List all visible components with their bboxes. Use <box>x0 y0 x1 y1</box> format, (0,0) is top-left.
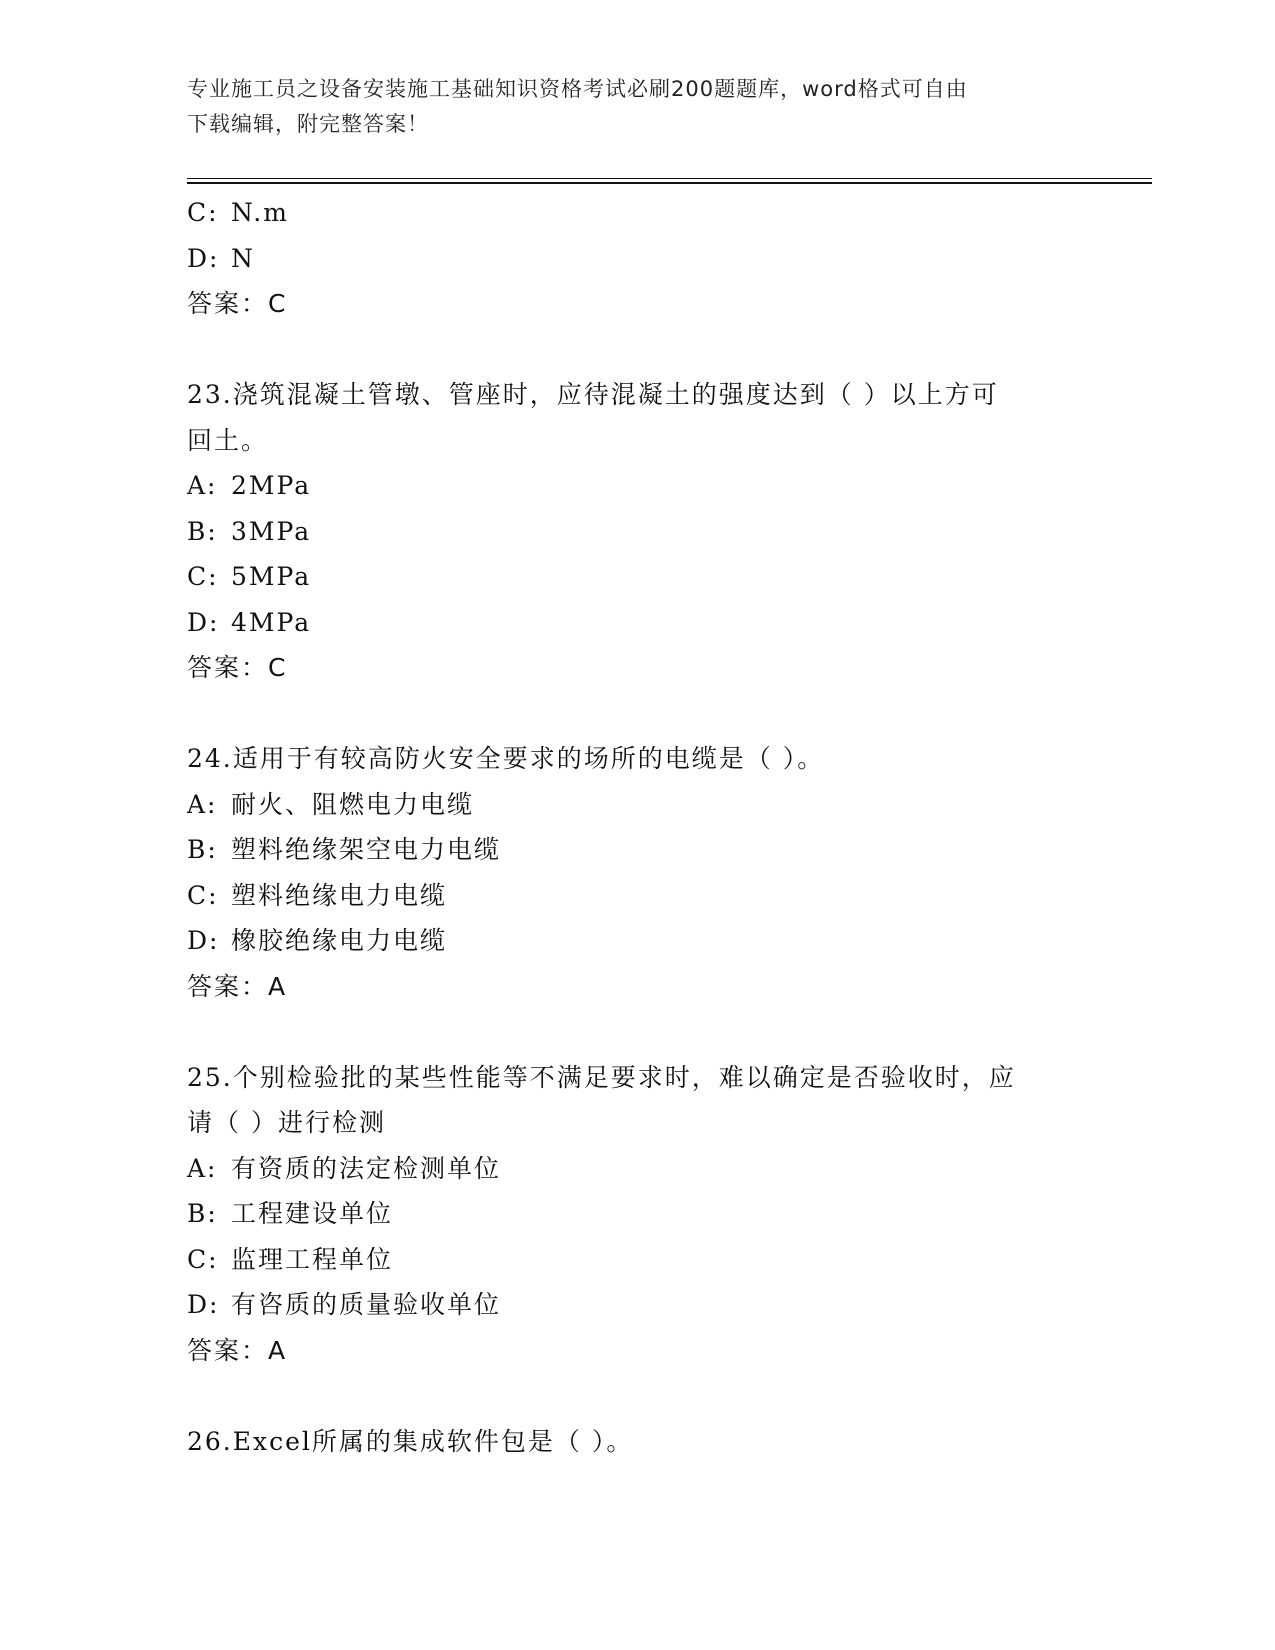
option-letter: D: <box>187 607 220 637</box>
option-text: 4MPa <box>231 607 312 637</box>
option-letter: B: <box>187 516 218 546</box>
option-line <box>187 509 1147 555</box>
question-stem: 请（ ）进行检测 <box>187 1108 386 1137</box>
option-letter: B: <box>187 835 218 864</box>
option-line <box>187 463 1147 509</box>
option-line <box>187 600 1147 646</box>
option-line <box>187 1237 1147 1283</box>
question-list <box>187 190 1147 1464</box>
option-text: 有资质的法定检测单位 <box>231 1153 502 1183</box>
answer-line: 答案：A <box>187 1335 288 1365</box>
question-stem: 24.适用于有较高防火安全要求的场所的电缆是（ ）。 <box>187 744 825 773</box>
option-line <box>187 1146 1147 1192</box>
option-text: 有咨质的质量验收单位 <box>231 1290 502 1319</box>
option-text: 监理工程单位 <box>231 1244 394 1274</box>
header-line-2: 下载编辑，附完整答案！ <box>187 112 429 136</box>
question-stem: 25.个别检验批的某些性能等不满足要求时，难以确定是否验收时，应 <box>187 1062 1016 1092</box>
option-text: 3MPa <box>231 516 312 546</box>
question-stem: 回土。 <box>187 425 269 455</box>
option-text: 橡胶绝缘电力电缆 <box>231 926 448 955</box>
option-letter: B: <box>187 1199 218 1228</box>
spacer <box>187 691 1147 737</box>
spacer <box>187 1009 1147 1055</box>
option-letter: C: <box>187 198 219 227</box>
option-text: 工程建设单位 <box>231 1199 394 1228</box>
option-line <box>187 873 1147 919</box>
option-letter: A: <box>187 471 218 500</box>
option-text: 耐火、阻燃电力电缆 <box>231 789 475 819</box>
header-rule-thick <box>187 182 1152 184</box>
answer-line: 答案：A <box>187 971 288 1001</box>
option-text: N.m <box>231 198 289 227</box>
option-letter: A: <box>187 789 218 819</box>
option-text: N <box>231 243 255 273</box>
spacer <box>187 327 1147 373</box>
option-letter: A: <box>187 1153 218 1183</box>
page-header <box>187 72 1087 142</box>
question-stem: 23.浇筑混凝土管墩、管座时，应待混凝土的强度达到（ ）以上方可 <box>187 380 999 409</box>
answer-line: 答案：C <box>187 289 288 318</box>
spacer <box>187 1373 1147 1419</box>
question-stem: 26.Excel所属的集成软件包是（ ）。 <box>187 1426 634 1456</box>
option-text: 2MPa <box>231 471 312 500</box>
option-text: 塑料绝缘电力电缆 <box>231 880 448 910</box>
option-line <box>187 554 1147 600</box>
option-letter: C: <box>187 880 219 910</box>
option-letter: D: <box>187 1290 220 1319</box>
option-letter: C: <box>187 1244 219 1274</box>
header-line-1: 专业施工员之设备安装施工基础知识资格考试必刷200题题库，word格式可自由 <box>187 77 968 101</box>
option-line <box>187 1191 1147 1237</box>
option-line <box>187 918 1147 964</box>
option-line <box>187 827 1147 873</box>
option-letter: C: <box>187 562 219 591</box>
option-line <box>187 1282 1147 1328</box>
option-letter: D: <box>187 243 220 273</box>
option-text: 5MPa <box>231 562 312 591</box>
option-line <box>187 190 1147 236</box>
option-line <box>187 782 1147 828</box>
option-text: 塑料绝缘架空电力电缆 <box>231 835 502 864</box>
option-line <box>187 236 1147 282</box>
option-letter: D: <box>187 926 220 955</box>
header-rule-thin <box>187 178 1152 179</box>
answer-line: 答案：C <box>187 653 288 682</box>
